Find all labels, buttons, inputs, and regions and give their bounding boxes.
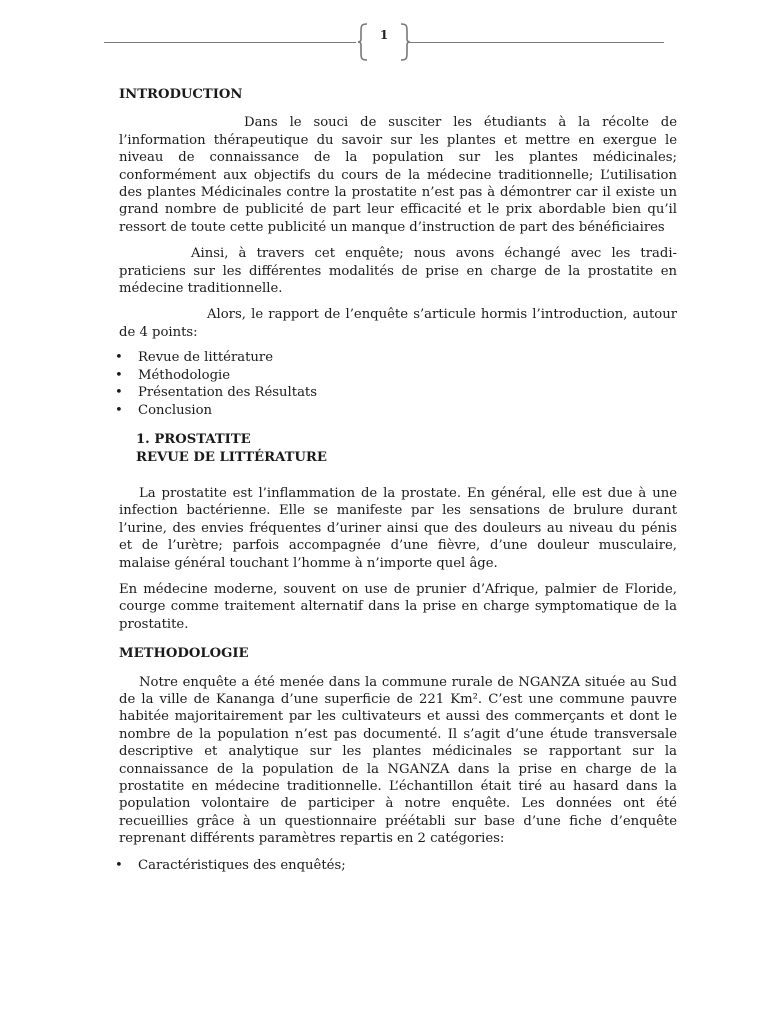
introduction-paragraph-1: Dans le souci de susciter les étudiants à la récolte de l’information thérapeutique du savoir sur les plantes et mettre en exergue le niveau de connaissance de la population sur les plantes médicinales; conformément aux objectifs du cours de la médecine traditionnelle; L’utilisation des plantes Médicinales contre la prostatite n’est pas à démontrer car il existe un grand nombre de publicité de part leur efficacité et le prix abordable bien qu’il ressort de toute cette publicité un manque d’instruction de part des bénéficiaires [119,115,677,235]
categories-list [119,857,677,874]
header-rule-left [104,42,356,43]
introduction-paragraph-3: Alors, le rapport de l’enquête s’articule hormis l’introduction, autour de 4 points: [119,307,677,340]
list-item: • Présentation des Résultats [119,384,677,401]
list-item: • Méthodologie [119,367,677,384]
section-1-subtitle: REVUE DE LITTÉRATURE [136,449,327,465]
page-number: 1 [379,28,389,42]
prostatite-paragraph-2: En médecine moderne, souvent on use de prunier d’Afrique, palmier de Floride, courge comme traitement alternatif dans la prise en charge symptomatique de la prostatite. [119,581,677,632]
list-item: • Caractéristiques des enquêtés; [119,857,677,874]
left-bracket-icon [357,22,368,62]
methodologie-title: METHODOLOGIE [119,646,249,662]
page-header [104,22,664,62]
introduction-title: INTRODUCTION [119,87,243,102]
introduction-paragraph-2: Ainsi, à travers cet enquête; nous avons échangé avec les tradi-praticiens sur les différentes modalités de prise en charge de la prostatite en médecine traditionnelle. [119,246,677,297]
report-outline-list [119,349,677,419]
document-body [119,86,677,874]
section-1-title: 1. PROSTATITE [136,431,251,447]
header-rule-right [410,42,664,43]
list-item: • Conclusion [119,402,677,419]
prostatite-paragraph-1: La prostatite est l’inflammation de la prostate. En général, elle est due à une infection bactérienne. Elle se manifeste par les sensations de brulure durant l’urine, des envies fréquentes d’uriner ainsi que des douleurs au niveau du pénis et de l’urètre; parfois accompagnée d’une fièvre, d’une douleur musculaire, malaise général touchant l’homme à n’importe quel âge. [119,485,677,571]
section-1-heading [136,431,677,467]
list-item: • Revue de littérature [119,349,677,366]
methodologie-paragraph: Notre enquête a été menée dans la commune rurale de NGANZA située au Sud de la ville de Kananga d’une superficie de 221 Km². C’est une commune pauvre habitée majoritairement par les cultivateurs et aussi des commerçants et dont le nombre de la population n’est pas documenté. Il s’agit d’une étude transversale descriptive et analytique sur les plantes médicinales se rapportant sur la connaissance de la population de la NGANZA dans la prise en charge de la prostatite en médecine traditionnelle. L’échantillon était tiré au hasard dans la population volontaire de participer à notre enquête. Les données ont été recueillies grâce à un questionnaire préétabli sur base d’une fiche d’enquête reprenant différents paramètres repartis en 2 catégories: [119,674,677,847]
